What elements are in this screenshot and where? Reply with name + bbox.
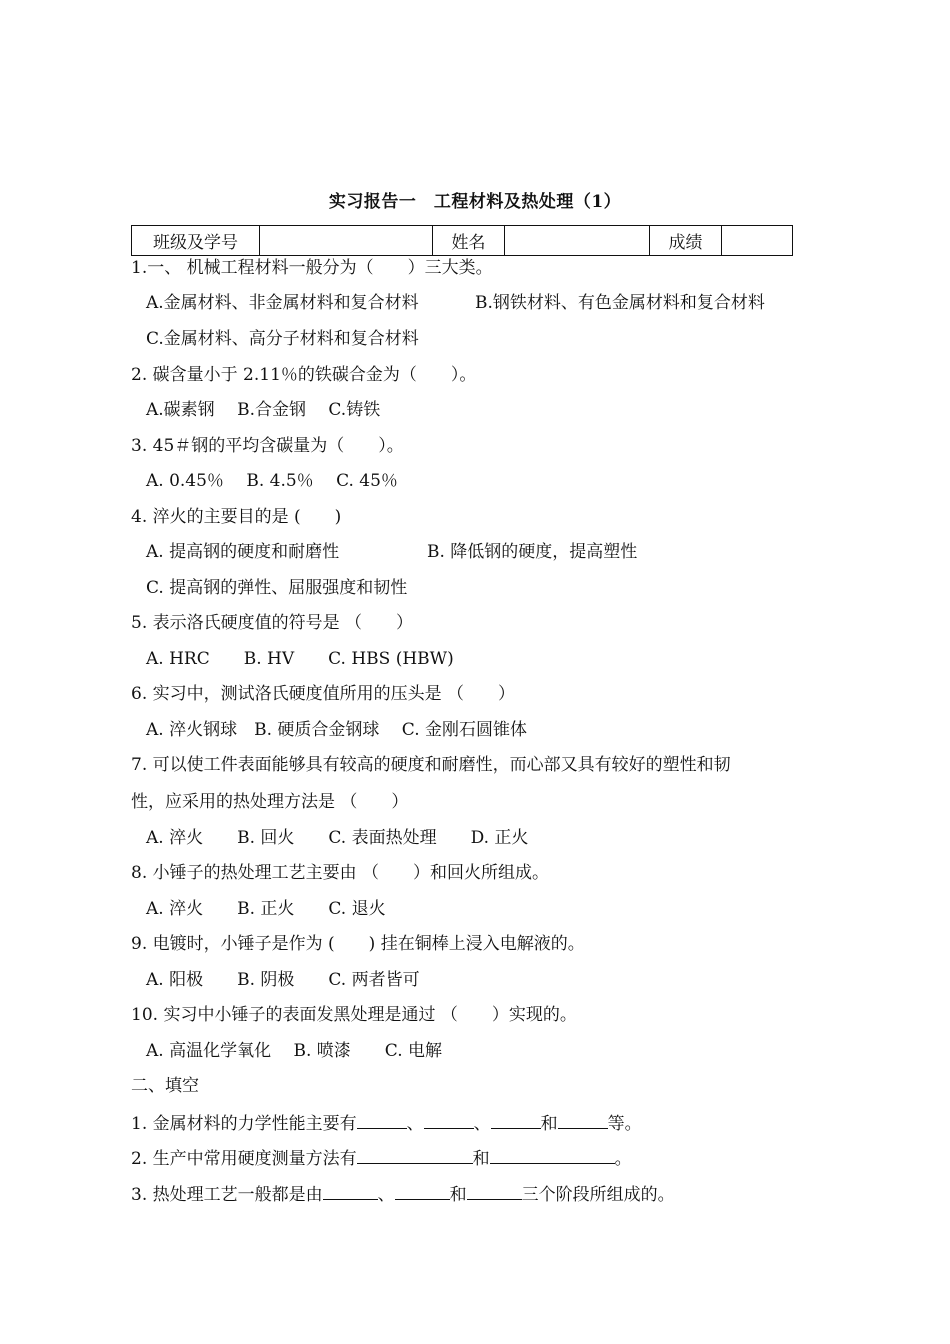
section-2-heading: 二、填空	[131, 1076, 199, 1096]
fill-3-prefix: 3. 热处理工艺一般都是由	[131, 1185, 323, 1205]
question-3-options: A. 0.45％ B. 4.5％ C. 45％	[146, 471, 398, 491]
fill-3-sep: 、	[377, 1185, 395, 1205]
question-2: 2. 碳含量小于 2.11％的铁碳合金为（ ）。	[131, 365, 477, 385]
class-id-label: 班级及学号	[132, 226, 260, 256]
question-1-option-c: C.金属材料、高分子材料和复合材料	[146, 329, 419, 349]
fill-1-blank-4[interactable]	[558, 1111, 608, 1129]
fill-2-suffix: 。	[614, 1149, 632, 1169]
page-title: 实习报告一 工程材料及热处理（1）	[328, 192, 622, 212]
name-field[interactable]	[505, 226, 650, 256]
question-9: 9. 电镀时，小锤子是作为 ( ) 挂在铜棒上浸入电解液的。	[131, 934, 585, 954]
fill-2-and: 和	[472, 1149, 490, 1169]
fill-1-blank-1[interactable]	[357, 1111, 407, 1129]
fill-1-blank-2[interactable]	[424, 1111, 474, 1129]
fill-3-blank-1[interactable]	[323, 1182, 378, 1200]
question-6: 6. 实习中，测试洛氏硬度值所用的压头是 （ ）	[131, 684, 516, 704]
fill-1-suffix: 等。	[607, 1114, 642, 1134]
question-10: 10. 实习中小锤子的表面发黑处理是通过 （ ）实现的。	[131, 1005, 577, 1025]
fill-2-blank-2[interactable]	[490, 1146, 615, 1164]
question-1-option-b: B.钢铁材料、有色金属材料和复合材料	[475, 293, 765, 313]
fill-question-2	[131, 1146, 632, 1170]
question-2-options: A.碳素钢 B.合金钢 C.铸铁	[146, 400, 381, 420]
fill-1-and: 和	[540, 1114, 558, 1134]
question-7-options: A. 淬火 B. 回火 C. 表面热处理 D. 正火	[146, 828, 529, 848]
score-field[interactable]	[722, 226, 793, 256]
fill-question-1	[131, 1111, 642, 1135]
question-10-options: A. 高温化学氧化 B. 喷漆 C. 电解	[146, 1041, 442, 1061]
question-4-option-a: A. 提高钢的硬度和耐磨性	[146, 542, 340, 562]
question-3: 3. 45＃钢的平均含碳量为（ ）。	[131, 436, 404, 456]
score-label: 成绩	[650, 226, 722, 256]
class-id-field[interactable]	[260, 226, 433, 256]
question-9-options: A. 阳极 B. 阴极 C. 两者皆可	[146, 970, 420, 990]
fill-2-blank-1[interactable]	[357, 1146, 473, 1164]
fill-2-prefix: 2. 生产中常用硬度测量方法有	[131, 1149, 357, 1169]
question-8: 8. 小锤子的热处理工艺主要由 （ ）和回火所组成。	[131, 863, 550, 883]
fill-3-suffix: 三个阶段所组成的。	[521, 1185, 675, 1205]
fill-1-sep-1: 、	[406, 1114, 424, 1134]
student-info-table	[131, 225, 793, 256]
fill-3-and: 和	[449, 1185, 467, 1205]
fill-1-blank-3[interactable]	[491, 1111, 541, 1129]
question-7-line-2: 性，应采用的热处理方法是 （ ）	[131, 792, 409, 812]
fill-3-blank-2[interactable]	[395, 1182, 450, 1200]
question-6-options: A. 淬火钢球 B. 硬质合金钢球 C. 金刚石圆锥体	[146, 720, 527, 740]
fill-1-prefix: 1. 金属材料的力学性能主要有	[131, 1114, 357, 1134]
question-7-line-1: 7. 可以使工件表面能够具有较高的硬度和耐磨性，而心部又具有较好的塑性和韧	[131, 755, 731, 775]
question-5: 5. 表示洛氏硬度值的符号是 （ ）	[131, 613, 414, 633]
question-8-options: A. 淬火 B. 正火 C. 退火	[146, 899, 386, 919]
question-1-option-a: A.金属材料、非金属材料和复合材料	[146, 293, 419, 313]
question-4: 4. 淬火的主要目的是 ( )	[131, 507, 342, 527]
question-4-option-b: B. 降低钢的硬度，提高塑性	[427, 542, 638, 562]
name-label: 姓名	[433, 226, 505, 256]
question-1: 1.一、 机械工程材料一般分为（ ）三大类。	[131, 258, 493, 278]
question-5-options: A. HRC B. HV C. HBS (HBW)	[146, 649, 454, 669]
question-4-option-c: C. 提高钢的弹性、屈服强度和韧性	[146, 578, 408, 598]
fill-3-blank-3[interactable]	[467, 1182, 522, 1200]
fill-1-sep-2: 、	[473, 1114, 491, 1134]
fill-question-3	[131, 1182, 675, 1206]
